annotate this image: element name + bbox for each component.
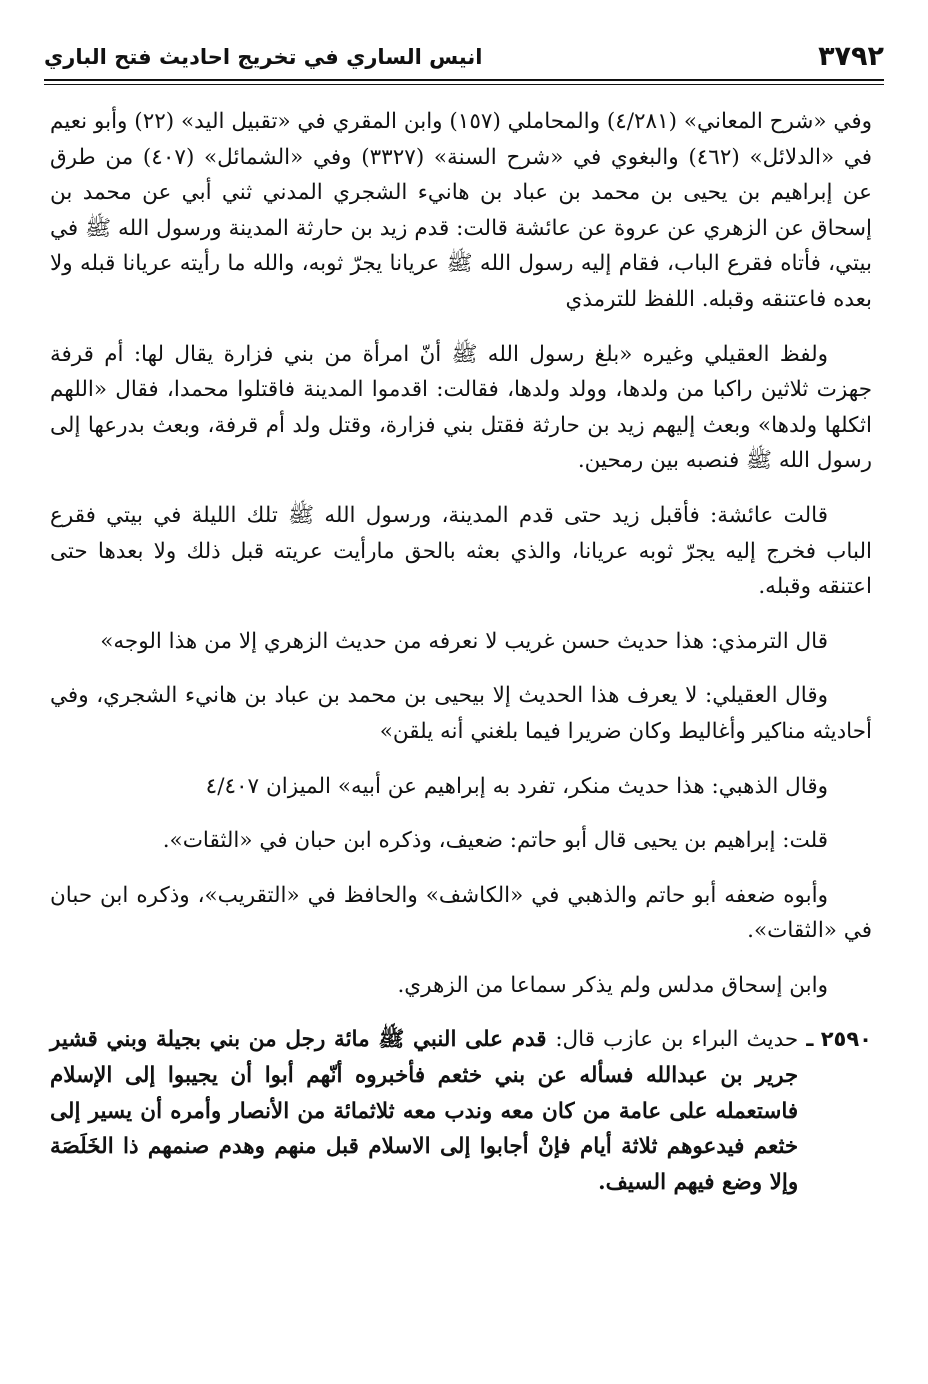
paragraph-aisha: قالت عائشة: فأقبل زيد حتى قدم المدينة، ورسول الله ﷺ تلك الليلة في بيتي فقرع الباب فخرج إليه يجرّ ثوبه عريانا، والذي بعثه بالحق مارأيت عريته قبل ذلك ولا بعدها حتى اعتنقه وقبله. bbox=[50, 502, 872, 600]
paragraph-uqayli-wording: ولفظ العقيلي وغيره «بلغ رسول الله ﷺ أنّ امرأة من بني فزارة يقال لها: أم قرفة جهزت ثلاثين راكبا من ولدها، وولد ولدها، فقالت: اقدموا المدينة فاقتلوا محمدا، فقال «اللهم اثكلها ولدها» وبعث إليهم زيد بن حارثة فقتل بني فزارة، وقتل ولد أم قرفة، وبعث بدرعها إلى رسول الله ﷺ فنصبه بين رمحين. bbox=[50, 341, 872, 474]
hadith-number: ٢٥٩٠ ـ bbox=[806, 1027, 872, 1052]
paragraph-ibrahim-grading: قلت: إبراهيم بن يحيى قال أبو حاتم: ضعيف، وذكره ابن حبان في «الثقات». bbox=[162, 828, 828, 854]
paragraph-ibn-ishaq: وابن إسحاق مدلس ولم يذكر سماعا من الزهري. bbox=[397, 972, 828, 998]
page-body bbox=[50, 104, 872, 1200]
paragraph-uqayli-comment: وقال العقيلي: لا يعرف هذا الحديث إلا بيحيى بن محمد بن عباد بن هانيء الشجري، وفي أحاديثه مناكير وأغاليط وكان ضريرا فيما بلغني أنه يلقن» bbox=[50, 683, 872, 744]
page-header bbox=[44, 34, 884, 74]
paragraph-father-grading: وأبوه ضعفه أبو حاتم والذهبي في «الكاشف» والحافظ في «التقريب»، وذكره ابن حبان في «الثقات». bbox=[50, 882, 872, 944]
paragraph-dhahabi: وقال الذهبي: هذا حديث منكر، تفرد به إبراهيم عن أبيه» الميزان ٤/٤٠٧ bbox=[205, 773, 828, 799]
paragraph-tirmidhi: قال الترمذي: هذا حديث حسن غريب لا نعرفه من حديث الزهري إلا من هذا الوجه» bbox=[100, 628, 828, 654]
running-title: انيس الساري في تخريج احاديث فتح الباري bbox=[44, 45, 483, 69]
hadith-lead: حديث البراء بن عازب قال: bbox=[555, 1027, 799, 1053]
hadith-2590 bbox=[50, 1022, 872, 1200]
page-number: ٣٧٩٢ bbox=[818, 41, 884, 72]
header-rule-thick bbox=[44, 79, 884, 81]
hadith-matn: قدم على النبي ﷺ مائة رجل من بني بجيلة وبني قشير جرير بن عبدالله فسأله عن بني خثعم فأخبروه أنّهم أبوا أن يجيبوا إلى الإسلام فاستعمله على عامة من كان معه وندب معه ثلاثمائة من الأنصار وأمره أن يسير إلى خثعم فيدعوهم ثلاثة أيام فإنْ أجابوا إلى الاسلام قبل منهم وهدم صنمهم ذا الخَلَصَة وإلا وضع فيهم السيف. bbox=[50, 1027, 799, 1195]
header-rule-thin bbox=[44, 84, 884, 85]
paragraph-takhrij: وفي «شرح المعاني» (٤/٢٨١) والمحاملي (١٥٧) وابن المقري في «تقبيل اليد» (٢٢) وأبو نعيم في «الدلائل» (٤٦٢) والبغوي في «شرح السنة» (٣٣٢٧) وفي «الشمائل» (٤٠٧) من طرق عن إبراهيم بن يحيى بن محمد بن عباد بن هانيء الشجري المدني ثني أبي عن محمد بن إسحاق عن الزهري عن عروة عن عائشة قالت: قدم زيد بن حارثة المدينة ورسول الله ﷺ في بيتي، فأتاه فقرع الباب، فقام إليه رسول الله ﷺ عريانا يجرّ ثوبه، والله ما رأيته عريانا قبله ولا بعده فاعتنقه وقبله. اللفظ للترمذي bbox=[50, 109, 872, 312]
hadith-text-block bbox=[50, 1022, 798, 1200]
